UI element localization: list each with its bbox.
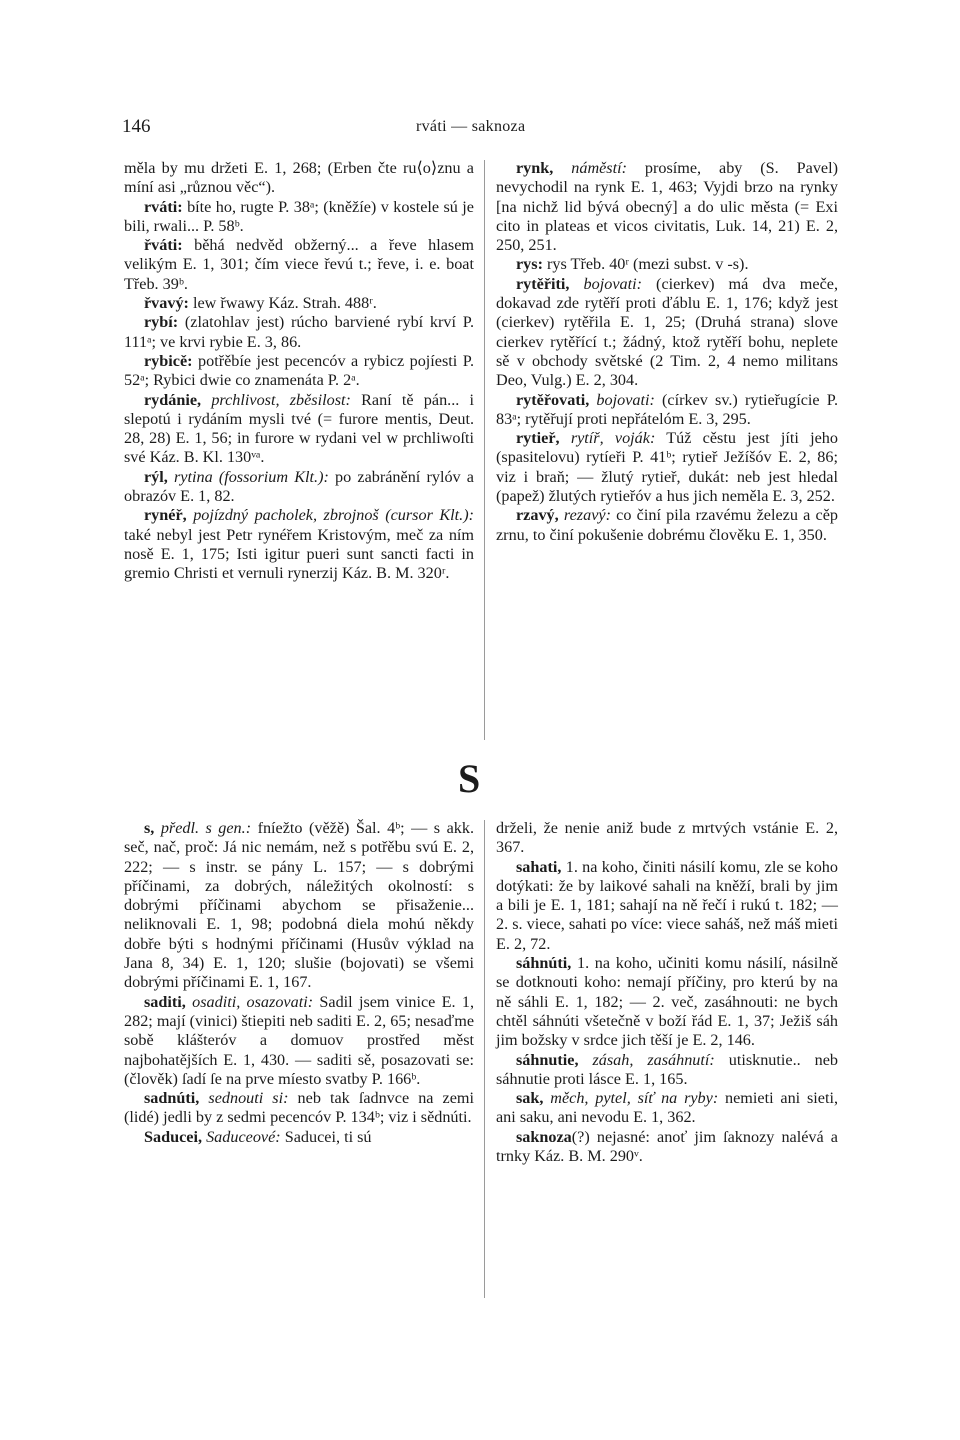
- dictionary-entry: [124, 506, 474, 583]
- dictionary-entry: [124, 1089, 474, 1128]
- dictionary-entry: [496, 1051, 838, 1090]
- dictionary-entry: [124, 159, 474, 198]
- section-letter: S: [458, 756, 481, 801]
- entry-headword: řváti:: [144, 236, 183, 255]
- entry-headword: sáhnutie,: [516, 1050, 579, 1069]
- entry-text: Raní tě pán... i slepotú i rydáním mysli tvé (= furore mentis, Deut. 28, 28) E. 1, 56; in furore w rydani vel w prchliwoſti své Káz. B. Kl. 130ᵛᵃ.: [124, 390, 475, 467]
- entry-text: neb tak ſadnvce na zemi (lidé) jedli by z sedmi pecencóv P. 134ᵇ; viz i sědnúti.: [124, 1089, 474, 1127]
- entry-text: (?) nejasné: anoť jim ſaknozy nalévá a trnky Káz. B. M. 290ᵛ.: [496, 1127, 838, 1166]
- entry-text: také nebyl jest Petr rynéřem Kristovým, meč za ním nosě E. 1, 175; Isti igitur pueri sunt sancti facti in gremio Christi et vernuli rynerzij Káz. B. M. 320ʳ.: [124, 525, 474, 583]
- entry-headword: rzavý,: [516, 506, 559, 525]
- dictionary-entry: [496, 819, 838, 858]
- entry-text: 1. na koho, učiniti komu násilí, násilně se dotknouti koho: nemají příčiny, pro kterú by na ně sáhli E. 1, 182; — 2. več, zasáhnouti: ne bych chtěl sáhnúti všetečně v boží řád E. 1, 37; Ježiš sáh jim božsky v srdce jich těší je E. 2, 146.: [496, 954, 838, 1050]
- entry-headword: rydánie,: [144, 390, 202, 409]
- running-head: rváti — saknoza: [416, 118, 526, 135]
- dictionary-entry: [124, 236, 474, 294]
- entry-headword: s,: [144, 819, 155, 837]
- dictionary-entry: [124, 391, 474, 468]
- column-rule-top: [484, 160, 485, 740]
- entry-headword: rýl,: [144, 467, 168, 486]
- dictionary-entry: [124, 819, 474, 993]
- entry-text: Túž cěstu jest jíti jeho (spasitelovu) rytíeři P. 41ᵇ; rytieř Ježíšóv E. 2, 86; viz i braň; — žlutý rytieř, dukát: neb jest hledal (papež) žlutých rytieřóv a hus jich neměla E. 3, 252.: [496, 429, 838, 506]
- dictionary-entry: [496, 1128, 838, 1167]
- entry-text: utisknutie.. neb sáhnutie proti lásce E. 1, 165.: [496, 1050, 838, 1088]
- entry-text: co činí pila rzavému železu a cěp zrnu, to činí pokušenie dobrému člověku E. 1, 350.: [496, 506, 838, 544]
- entry-text: nemieti ani sieti, ani saku, ani nevodu E. 1, 362.: [496, 1089, 838, 1127]
- entry-gloss: prchlivost, zběsilost:: [201, 390, 351, 409]
- dictionary-entry: [124, 352, 474, 391]
- dictionary-entry: [496, 275, 838, 391]
- entry-gloss: náměstí:: [553, 159, 627, 177]
- page-number: 146: [122, 116, 151, 137]
- entry-headword: rváti:: [144, 197, 183, 216]
- column-left-top: [124, 159, 474, 584]
- entry-headword: rys:: [516, 255, 543, 274]
- entry-headword: rytěřovati,: [516, 390, 590, 409]
- column-rule-bottom: [484, 820, 485, 1298]
- column-left-bottom: [124, 819, 474, 1147]
- dictionary-entry: [124, 993, 474, 1089]
- entry-headword: rytěřiti,: [516, 274, 570, 293]
- entry-gloss: předl. s gen.:: [154, 819, 252, 837]
- dictionary-entry: [496, 391, 838, 430]
- entry-headword: saditi,: [144, 992, 186, 1011]
- entry-text: 1. na koho, činiti násilí komu, zle se koho dotýkati: že by laikové sahali na kněží, brali by jim a bili je E. 1, 181; sahají na ně řečí i rukú t. 182; — 2. s. viece, sahati po více: viece saháš, než máš mieti E. 2, 72.: [496, 857, 838, 953]
- dictionary-entry: [124, 313, 474, 352]
- entry-gloss: rytina (fossorium Klt.):: [167, 467, 329, 486]
- entry-headword: sáhnúti,: [516, 954, 572, 973]
- column-right-bottom: [496, 819, 838, 1166]
- entry-text: Sadil jsem vinice E. 1, 282; mají (vinici) štiepiti neb saditi E. 2, 65; nesaďme sobě klášteróv a domuov prostřed měst najbohatějších E. 1, 430. — saditi sě, posazovati se: (člověk) ſadí ſe na prve míesto svatby P. 166ᵇ.: [124, 992, 474, 1088]
- entry-headword: rynéř,: [144, 506, 187, 525]
- entry-text: fníežto (věžě) Šal. 4ᵇ; — s akk. seč, nač, proč: Já nic nemám, než s potřěbu svú E. 2, 222; — s instr. se pány L. 157; — s dobrými příčinami, za dobrých, náležitých okolností: s dobrými příčinami abychom se přisaženie... neliknovali E. 1, 98; podobná diela mohú někdy dobře býti s hodnými příčinami (Husův výklad na Jana 8, 34) E. 1, 120; slušie (bojovati) se všemi dobrými příčinami E. 1, 167.: [124, 819, 474, 992]
- dictionary-entry: [124, 1128, 474, 1147]
- entry-text: potřěbíe jest pecencóv a rybicz pojíesti P. 52ᵃ; Rybici dwie co znamenáta P. 2ᵃ.: [124, 351, 474, 390]
- entry-headword: rybicě:: [144, 351, 193, 370]
- dictionary-entry: [496, 159, 838, 255]
- entry-text: drželi, že nenie aniž bude z mrtvých vstánie E. 2, 367.: [496, 819, 838, 857]
- entry-headword: rybí:: [144, 313, 179, 332]
- dictionary-entry: [124, 468, 474, 507]
- entry-headword: saknoza: [516, 1127, 572, 1146]
- entry-text: prosíme, aby (S. Pavel) nevychodil na rynk E. 1, 463; Vyjdi brzo na rynky [na nichž lid bývá obecný] a do ulic města (= Exi cito in plateas et vicos civitatis, Luk. 14, 21) E. 2, 250, 251.: [496, 159, 838, 255]
- dictionary-entry: [124, 294, 474, 313]
- dictionary-entry: [496, 429, 838, 506]
- entry-text: Saducei, ti sú: [280, 1127, 372, 1146]
- dictionary-entry: [496, 858, 838, 954]
- dictionary-entry: [124, 198, 474, 237]
- entry-gloss: měch, pytel, síť na ryby:: [543, 1089, 719, 1108]
- entry-headword: rytieř,: [516, 429, 560, 448]
- entry-text: (zlatohlav jest) rúcho barviené rybí krví P. 111ᵃ; ve krvi rybie E. 3, 86.: [124, 313, 474, 351]
- entry-gloss: bojovati:: [569, 274, 642, 293]
- entry-headword: sadnúti,: [144, 1089, 200, 1108]
- entry-text: lew řwawy Káz. Strah. 488ʳ.: [188, 294, 377, 313]
- entry-gloss: zásah, zasáhnutí:: [578, 1050, 715, 1069]
- entry-gloss: bojovati:: [589, 390, 655, 409]
- entry-text: po zabránění rylóv a obrazóv E. 1, 82.: [124, 467, 474, 506]
- entry-headword: rynk,: [516, 159, 554, 177]
- column-right-top: [496, 159, 838, 545]
- dictionary-entry: [496, 1089, 838, 1128]
- entry-text: (církev sv.) rytieřugície P. 83ᵃ; rytěřují proti nepřátelóm E. 3, 295.: [496, 390, 838, 428]
- dictionary-entry: [496, 506, 838, 545]
- dictionary-entry: [496, 255, 838, 274]
- entry-headword: sak,: [516, 1089, 544, 1108]
- entry-gloss: osaditi, osazovati:: [185, 992, 314, 1011]
- entry-gloss: Saduceové:: [202, 1127, 281, 1146]
- entry-text: měla by mu držeti E. 1, 268; (Erben čte ru⟨o⟩znu a míní asi „různou věc“).: [124, 159, 474, 197]
- entry-text: běhá nedvěd obžerný... a řeve hlasem velikým E. 1, 301; čím viece řevú t.; řeve, i. e. boat Třeb. 39ᵇ.: [124, 236, 474, 293]
- entry-text: rys Třeb. 40ʳ (mezi subst. v -s).: [542, 255, 749, 274]
- entry-gloss: sednouti si:: [199, 1089, 289, 1108]
- entry-text: (cierkev) má dva meče, dokavad zde rytěří proti ďáblu E. 1, 176; když jest (cierkev) rytěřila E. 1, 25; (Druhá strana) slove cierkev rytěřící t.; žádný, ktož rytěří bohu, neplete sě v obchody světské (2 Tim. 2, 4 nemo militans Deo, Vulg.) E. 2, 304.: [496, 274, 838, 390]
- entry-gloss: rytíř, voják:: [559, 429, 656, 448]
- entry-gloss: pojízdný pacholek, zbrojnoš (cursor Klt.):: [186, 506, 474, 525]
- dictionary-entry: [496, 954, 838, 1050]
- entry-headword: řvavý:: [144, 294, 189, 313]
- entry-text: bíte ho, rugte P. 38ᵃ; (kněžíe) v kostele sú je bili, rwali... P. 58ᵇ.: [124, 197, 474, 235]
- entry-headword: sahati,: [516, 857, 562, 876]
- entry-headword: Saducei,: [144, 1127, 203, 1146]
- entry-gloss: rezavý:: [558, 506, 611, 525]
